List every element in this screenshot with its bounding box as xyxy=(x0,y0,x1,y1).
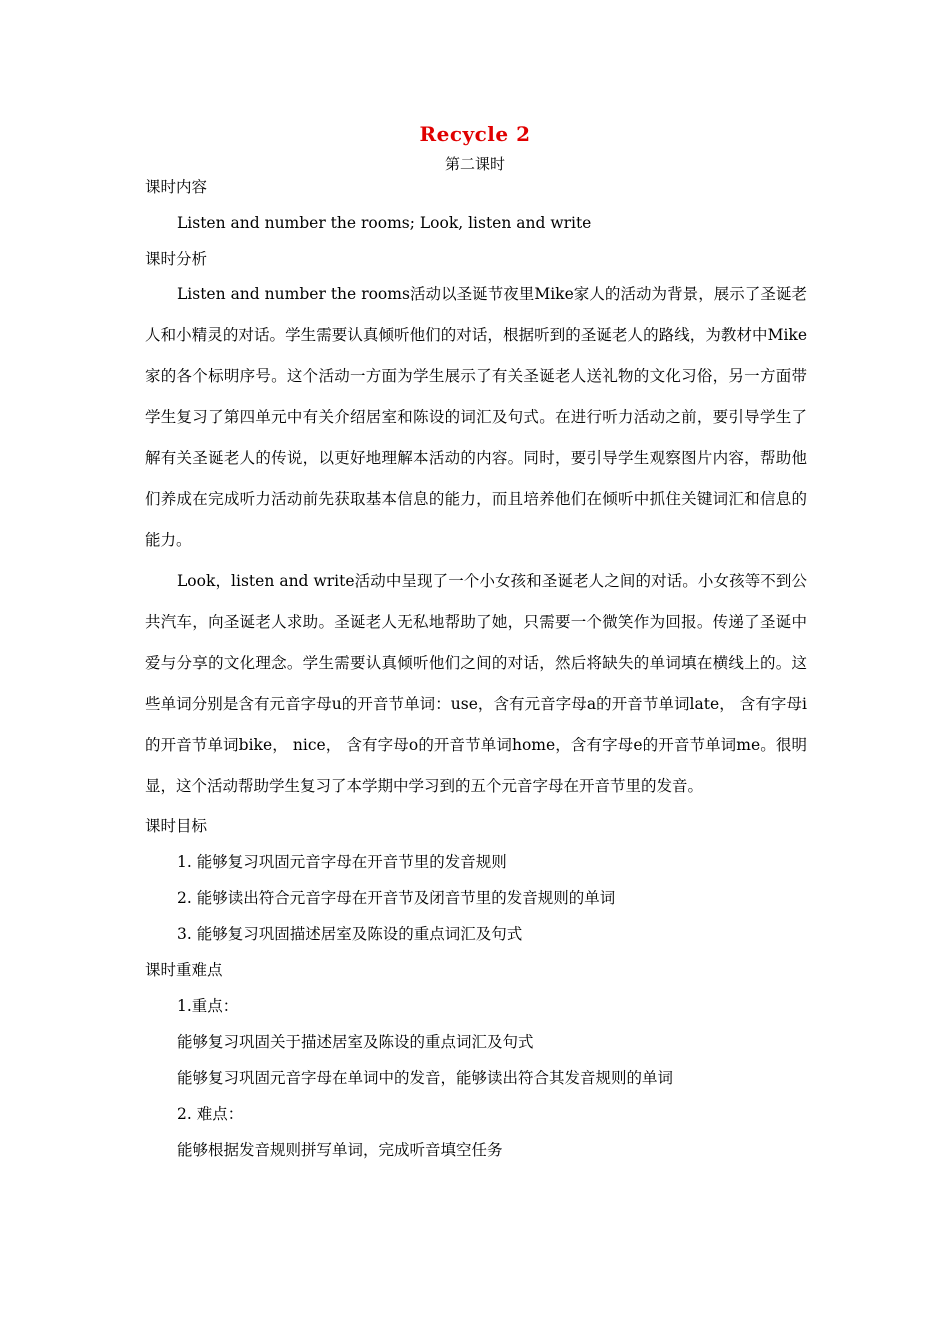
document-body xyxy=(145,176,807,1175)
goal-item: 2. 能够读出符合元音字母在开音节及闭音节里的发音规则的单词 xyxy=(177,889,616,907)
analysis-paragraph-2: Look，listen and write活动中呈现了一个小女孩和圣诞老人之间的对话。小女孩等不到公共汽车，向圣诞老人求助。圣诞老人无私地帮助了她，只需要一个微笑作为回报。传递了圣诞中爱与分享的文化理念。学生需要认真倾听他们之间的对话，然后将缺失的单词填在横线上的。这些单词分别是含有元音字母u的开音节单词：use，含有元音字母a的开音节单词late， 含有字母i的开音节单词bike， nice， 含有字母o的开音节单词home，含有字母e的开音节单词me。很明显，这个活动帮助学生复习了本学期中学习到的五个元音字母在开音节里的发音。 xyxy=(145,572,807,795)
key-point-item: 能够复习巩固关于描述居室及陈设的重点词汇及句式 xyxy=(177,1033,534,1051)
section-heading-content: 课时内容 xyxy=(145,178,208,196)
goal-item: 1. 能够复习巩固元音字母在开音节里的发音规则 xyxy=(177,853,507,871)
section-heading-goals: 课时目标 xyxy=(145,817,208,835)
difficult-points-label: 2. 难点： xyxy=(177,1105,244,1123)
analysis-paragraph-1: Listen and number the rooms活动以圣诞节夜里Mike家人的活动为背景，展示了圣诞老人和小精灵的对话。学生需要认真倾听他们的对话，根据听到的圣诞老人的路线，为教材中Mike家的各个标明序号。这个活动一方面为学生展示了有关圣诞老人送礼物的文化习俗，另一方面带学生复习了第四单元中有关介绍居室和陈设的词汇及句式。在进行听力活动之前，要引导学生了解有关圣诞老人的传说，以更好地理解本活动的内容。同时，要引导学生观察图片内容，帮助他们养成在完成听力活动前先获取基本信息的能力，而且培养他们在倾听中抓住关键词汇和信息的能力。 xyxy=(145,285,807,549)
difficult-point-item: 能够根据发音规则拼写单词，完成听音填空任务 xyxy=(177,1141,503,1159)
key-point-item: 能够复习巩固元音字母在单词中的发音，能够读出符合其发音规则的单词 xyxy=(177,1069,674,1087)
goal-item: 3. 能够复习巩固描述居室及陈设的重点词汇及句式 xyxy=(177,925,523,943)
key-points-label: 1.重点： xyxy=(177,997,239,1015)
section-heading-difficulty: 课时重难点 xyxy=(145,961,223,979)
content-text: Listen and number the rooms; Look, listen and write xyxy=(177,214,592,232)
page-subtitle: 第二课时 xyxy=(444,155,505,173)
page-title: Recycle 2 xyxy=(419,122,531,146)
section-heading-analysis: 课时分析 xyxy=(145,250,208,268)
